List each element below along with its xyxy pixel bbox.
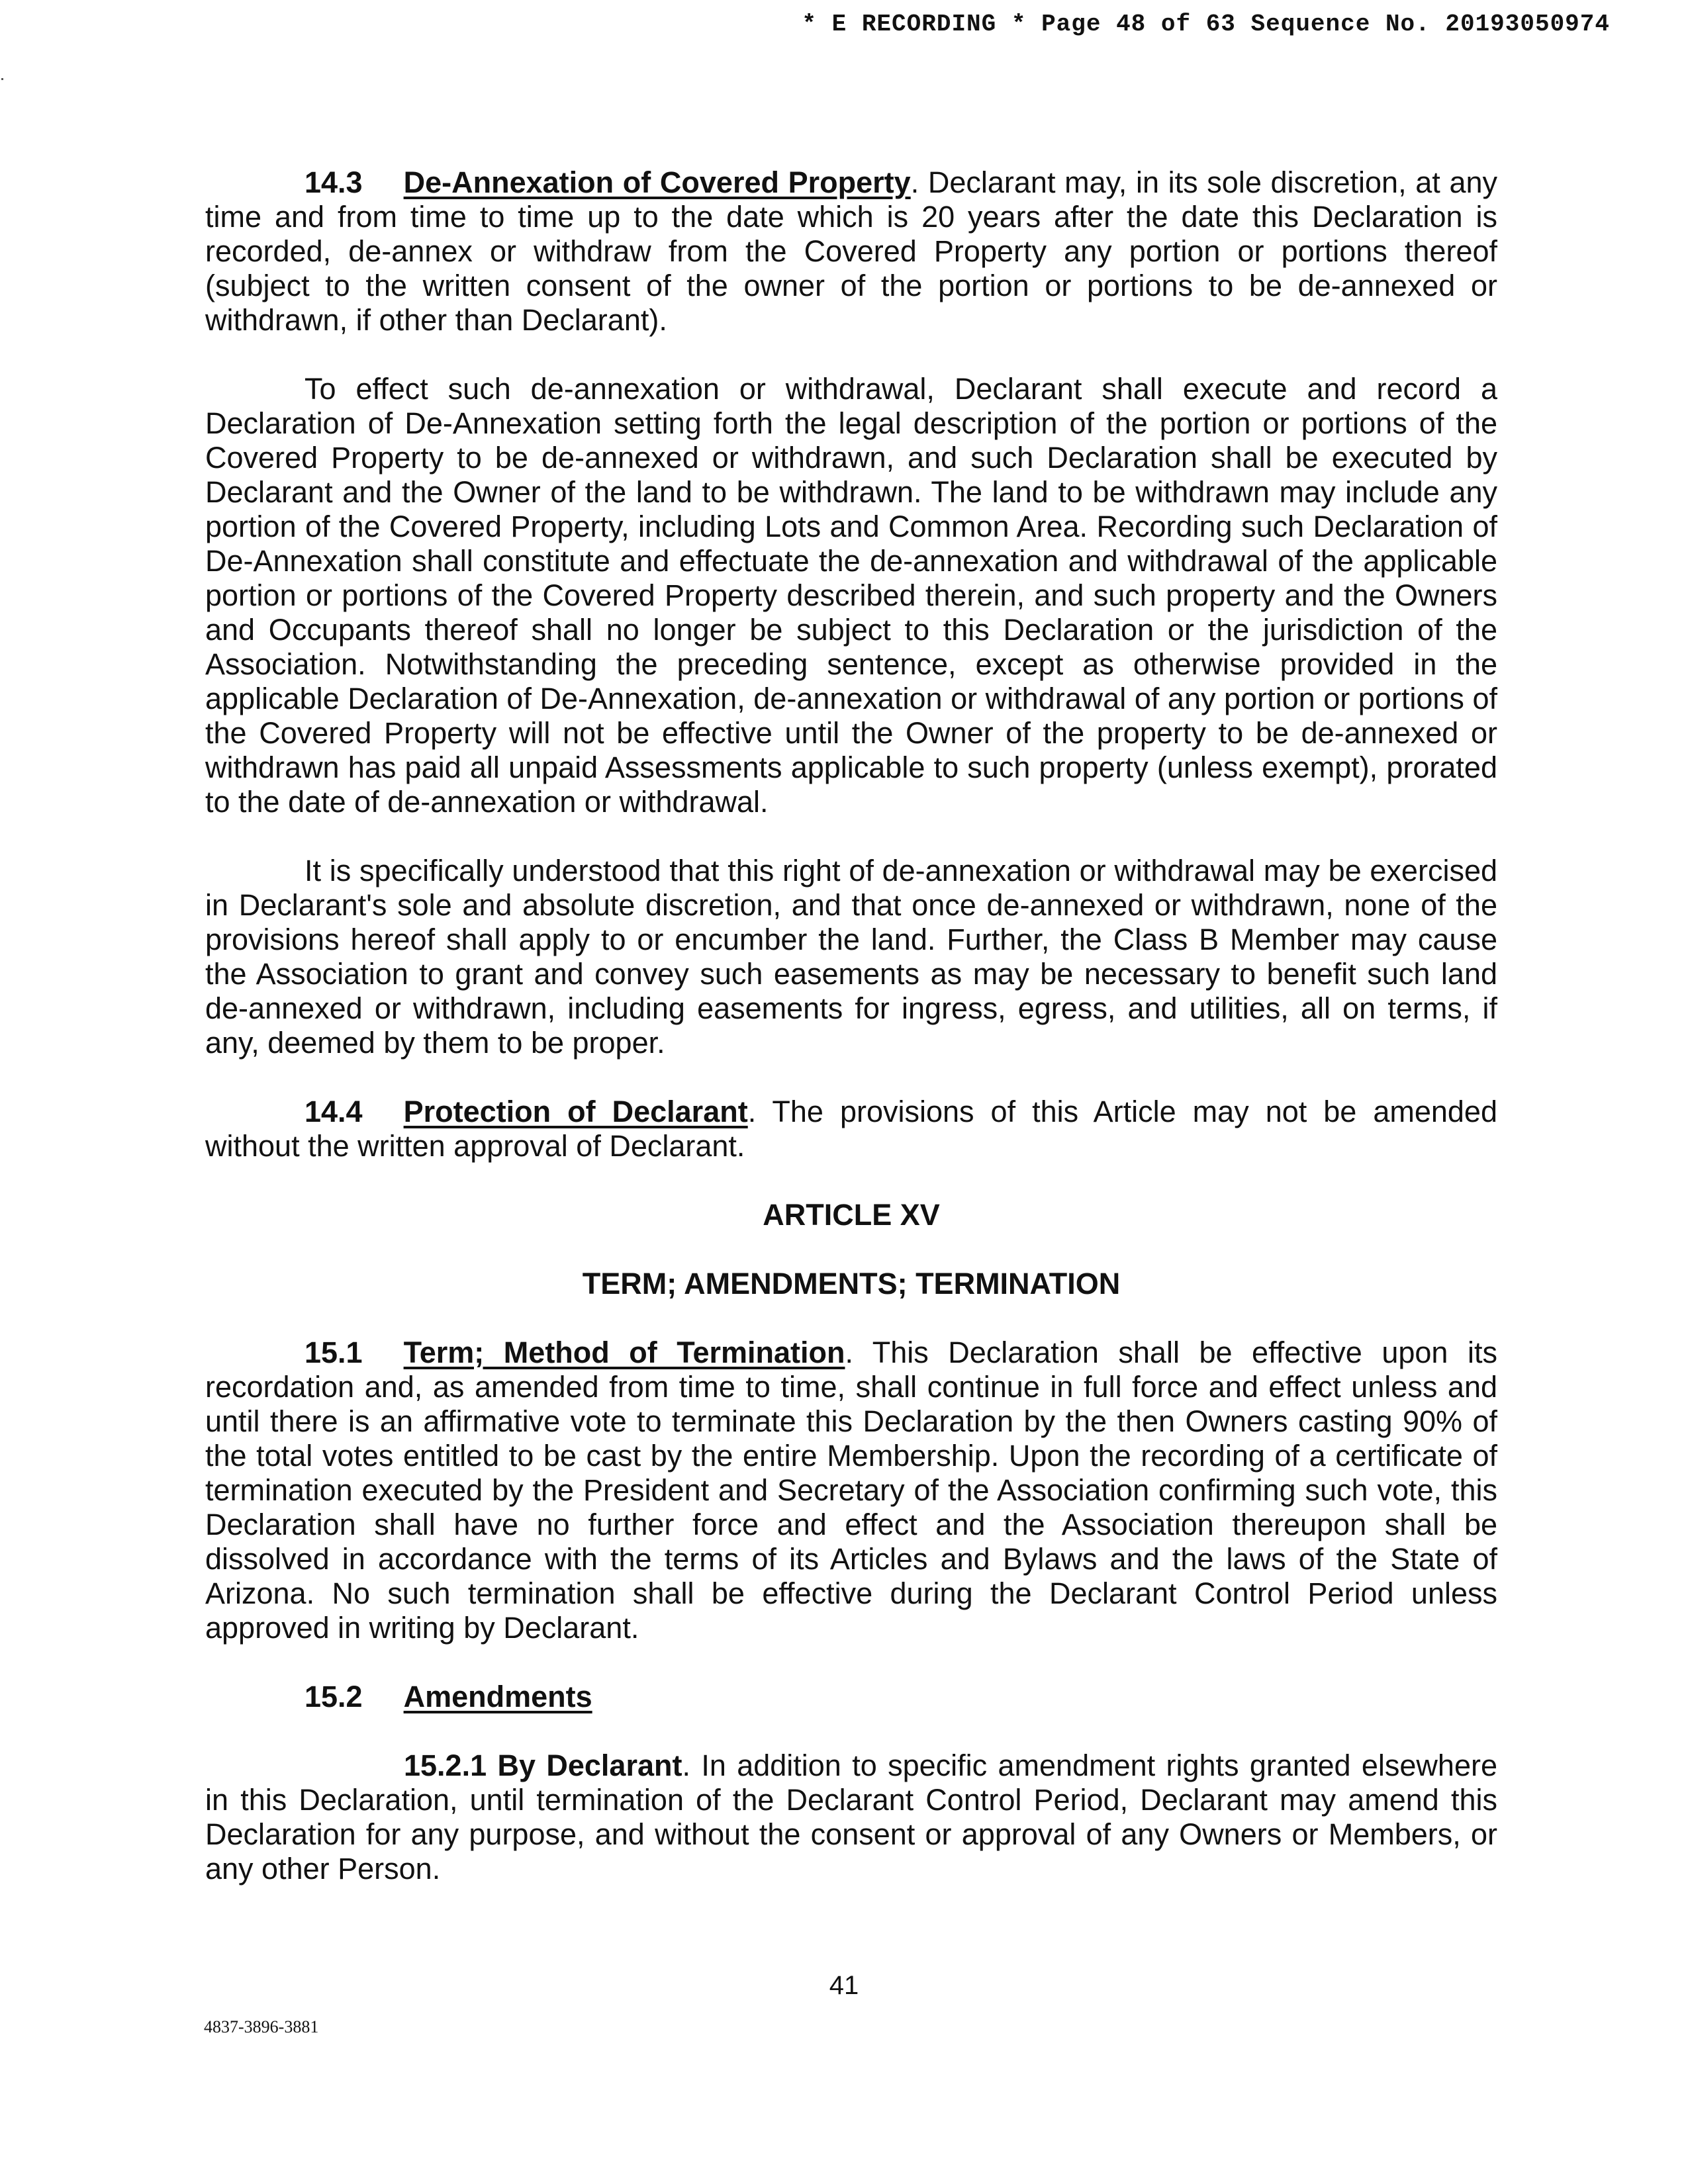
article-title: TERM; AMENDMENTS; TERMINATION [582,1267,1121,1300]
section-15-2-1 [205,1749,1497,1886]
margin-speck [1,78,3,80]
subsection-lead: 15.2.1 By Declarant [404,1749,682,1782]
section-text: . In addition to specific amendment rights granted elsewhere in this Declaration, until termination of the Declarant Control Period, Declarant may amend this Declaration for any purpose, and without the consent or approval of any Owners or Members, or any other Person. [205,1749,1497,1886]
section-heading: Amendments [403,1680,592,1713]
section-heading: De-Annexation of Covered Property [403,165,911,199]
section-14-4 [205,1095,1497,1163]
section-heading: Term; Method of Termination [403,1336,845,1369]
recording-stamp: * E RECORDING * Page 48 of 63 Sequence No. 20193050974 [802,11,1610,38]
section-number: 15.1 [305,1336,363,1369]
paragraph: To effect such de-annexation or withdrawal, Declarant shall execute and record a Declaration of De-Annexation setting forth the legal description of the portion or portions of the Covered Property to be de-annexed or withdrawn, and such Declaration shall be executed by Declarant and the Owner of the land to be withdrawn. The land to be withdrawn may include any portion of the Covered Property, including Lots and Common Area. Recording such Declaration of De-Annexation shall constitute and effectuate the de-annexation and withdrawal of the applicable portion or portions of the Covered Property described therein, and such property and the Owners and Occupants thereof shall no longer be subject to this Declaration or the jurisdiction of the Association. Notwithstanding the preceding sentence, except as otherwise provided in the applicable Declaration of De-Annexation, de-annexation or withdrawal of any portion or portions of the Covered Property will not be effective until the Owner of the property to be de-annexed or withdrawn has paid all unpaid Assessments applicable to such property (unless exempt), prorated to the date of de-annexation or withdrawal. [205,372,1497,819]
section-number: 14.3 [305,165,363,199]
page-number: 41 [829,1971,859,2000]
section-text: . This Declaration shall be effective upon its recordation and, as amended from time to time, shall continue in full force and effect unless and until there is an affirmative vote to terminate this Declaration by the then Owners casting 90% of the total votes entitled to be cast by the entire Membership. Upon the recording of a certificate of termination executed by the President and Secretary of the Association confirming such vote, this Declaration shall have no further force and effect and the Association thereupon shall be dissolved in accordance with the terms of its Articles and Bylaws and the laws of the State of Arizona. No such termination shall be effective during the Declarant Control Period unless approved in writing by Declarant. [205,1336,1497,1645]
section-text: . The provisions of this Article may not be amended without the written approval of Declarant. [205,1095,1497,1163]
section-text: . Declarant may, in its sole discretion, at any time and from time to time up to the date which is 20 years after the date this Declaration is recorded, de-annex or withdraw from the Covered Property any portion or portions thereof (subject to the written consent of the owner of the portion or portions to be de-annexed or withdrawn, if other than Declarant). [205,165,1497,337]
section-number: 14.4 [305,1095,363,1128]
document-body [205,165,1497,1921]
section-15-1 [205,1336,1497,1645]
section-14-3 [205,165,1497,338]
section-15-2 [205,1680,1497,1714]
document-id: 4837-3896-3881 [204,2017,319,2036]
article-number: ARTICLE XV [763,1198,940,1232]
section-number: 15.2 [305,1680,363,1713]
paragraph: It is specifically understood that this right of de-annexation or withdrawal may be exercised in Declarant's sole and absolute discretion, and that once de-annexed or withdrawn, none of the provisions hereof shall apply to or encumber the land. Further, the Class B Member may cause the Association to grant and convey such easements as may be necessary to benefit such land de-annexed or withdrawn, including easements for ingress, egress, and utilities, all on terms, if any, deemed by them to be proper. [205,854,1497,1060]
section-heading: Protection of Declarant [403,1095,748,1128]
